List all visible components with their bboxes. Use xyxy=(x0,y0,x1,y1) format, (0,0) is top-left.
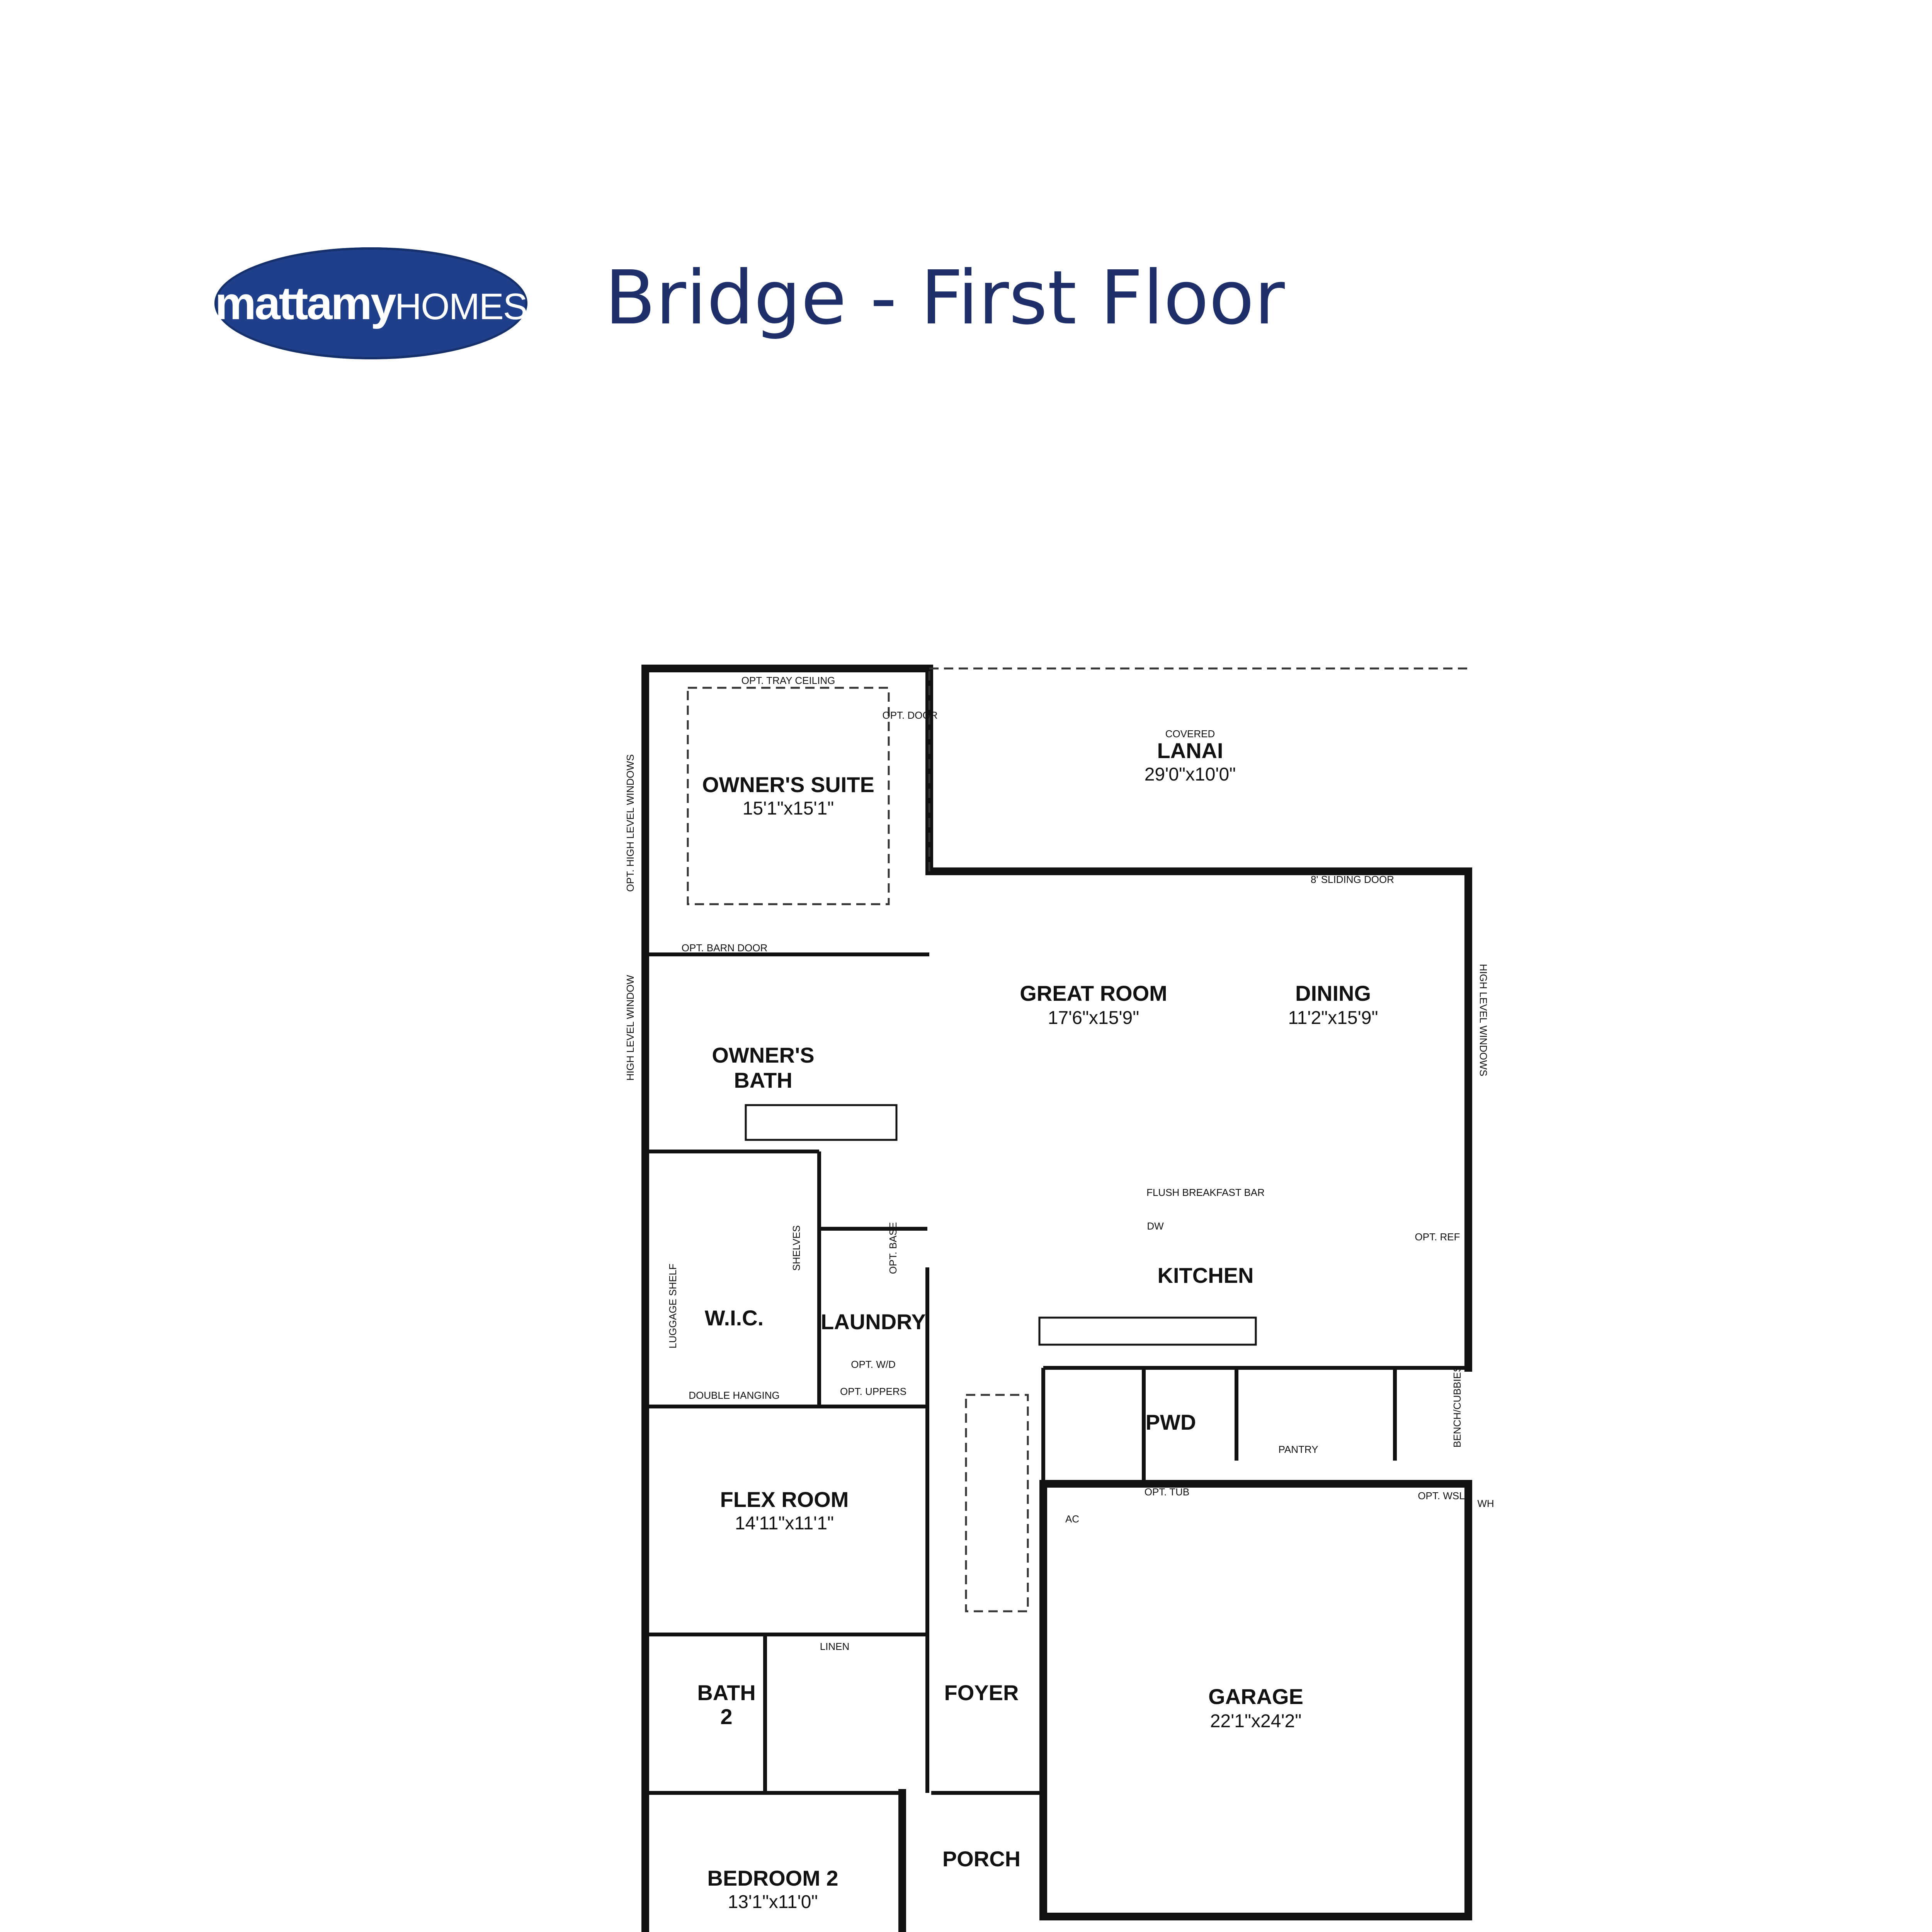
note-opt-tub: OPT. TUB xyxy=(1144,1486,1190,1498)
note-double-hanging: DOUBLE HANGING xyxy=(689,1389,780,1401)
flex-room-label: FLEX ROOM xyxy=(720,1487,849,1512)
owners-bath-label-2: BATH xyxy=(734,1068,793,1092)
wic-label: W.I.C. xyxy=(704,1306,764,1330)
note-opt-base: OPT. BASE xyxy=(887,1222,899,1274)
note-high-level-window: HIGH LEVEL WINDOW xyxy=(624,975,636,1081)
bedroom2-dims: 13'1"x11'0" xyxy=(728,1892,818,1912)
lanai-dims: 29'0"x10'0" xyxy=(1144,764,1236,785)
great-room-dims: 17'6"x15'9" xyxy=(1048,1008,1139,1028)
note-opt-ref: OPT. REF xyxy=(1415,1231,1460,1243)
laundry-label: LAUNDRY xyxy=(821,1310,926,1334)
logo-brand-sub: HOMES xyxy=(395,286,527,327)
logo-oval xyxy=(214,247,527,359)
owners-suite-dims: 15'1"x15'1" xyxy=(742,798,834,819)
note-opt-uppers: OPT. UPPERS xyxy=(840,1386,906,1397)
great-room-label: GREAT ROOM xyxy=(1020,981,1167,1005)
note-sliding-door: 8' SLIDING DOOR xyxy=(1311,874,1394,885)
bath2-label-2: 2 xyxy=(720,1704,733,1729)
breakfast-bar xyxy=(746,1105,896,1140)
pwd-label: PWD xyxy=(1145,1410,1196,1434)
note-luggage-shelf: LUGGAGE SHELF xyxy=(667,1264,679,1349)
note-high-level-windows: HIGH LEVEL WINDOWS xyxy=(1478,964,1489,1077)
dining-label: DINING xyxy=(1295,981,1371,1005)
dining-dims: 11'2"x15'9" xyxy=(1288,1008,1378,1028)
note-flush-breakfast-bar: FLUSH BREAKFAST BAR xyxy=(1146,1187,1265,1198)
note-opt-high-level-windows: OPT. HIGH LEVEL WINDOWS xyxy=(624,754,636,892)
note-wh: WH xyxy=(1477,1498,1494,1509)
note-opt-wd: OPT. W/D xyxy=(851,1359,896,1370)
note-shelves: SHELVES xyxy=(791,1225,802,1271)
porch-label: PORCH xyxy=(942,1847,1021,1871)
bath2-label-1: BATH xyxy=(697,1680,756,1705)
page-title: Bridge - First Floor xyxy=(605,255,1285,341)
note-dw: DW xyxy=(1147,1220,1164,1232)
logo-brand-main: mattamy xyxy=(215,277,395,329)
note-linen: LINEN xyxy=(820,1641,850,1652)
mattamy-homes-logo xyxy=(214,247,527,359)
owners-suite-label: OWNER'S SUITE xyxy=(702,772,874,797)
garage-dims: 22'1"x24'2" xyxy=(1210,1711,1302,1731)
note-ac: AC xyxy=(1065,1513,1080,1525)
garage-label: GARAGE xyxy=(1208,1684,1303,1709)
bedroom2-label: BEDROOM 2 xyxy=(707,1866,838,1890)
logo-text xyxy=(215,277,527,330)
exterior-walls xyxy=(645,668,1468,1932)
lanai-label: LANAI xyxy=(1157,738,1223,763)
flex-room-dims: 14'11"x11'1" xyxy=(735,1513,834,1534)
note-bench-cubbies: BENCH/CUBBIES xyxy=(1451,1365,1463,1448)
owners-bath-label-1: OWNER'S xyxy=(712,1043,815,1067)
note-pantry: PANTRY xyxy=(1278,1444,1318,1455)
note-opt-barn-door: OPT. BARN DOOR xyxy=(681,942,768,954)
note-opt-door: OPT. DOOR xyxy=(882,709,938,721)
floor-plan-drawing xyxy=(618,591,1507,1932)
kitchen-counter xyxy=(1039,1318,1256,1345)
floor-plan xyxy=(618,591,1507,1932)
note-opt-wsl: OPT. WSL xyxy=(1418,1490,1465,1502)
kitchen-label: KITCHEN xyxy=(1157,1263,1254,1287)
note-opt-tray-ceiling: OPT. TRAY CEILING xyxy=(741,675,835,686)
foyer-label: FOYER xyxy=(944,1680,1019,1705)
lanai-covered-label: COVERED xyxy=(1165,728,1215,740)
